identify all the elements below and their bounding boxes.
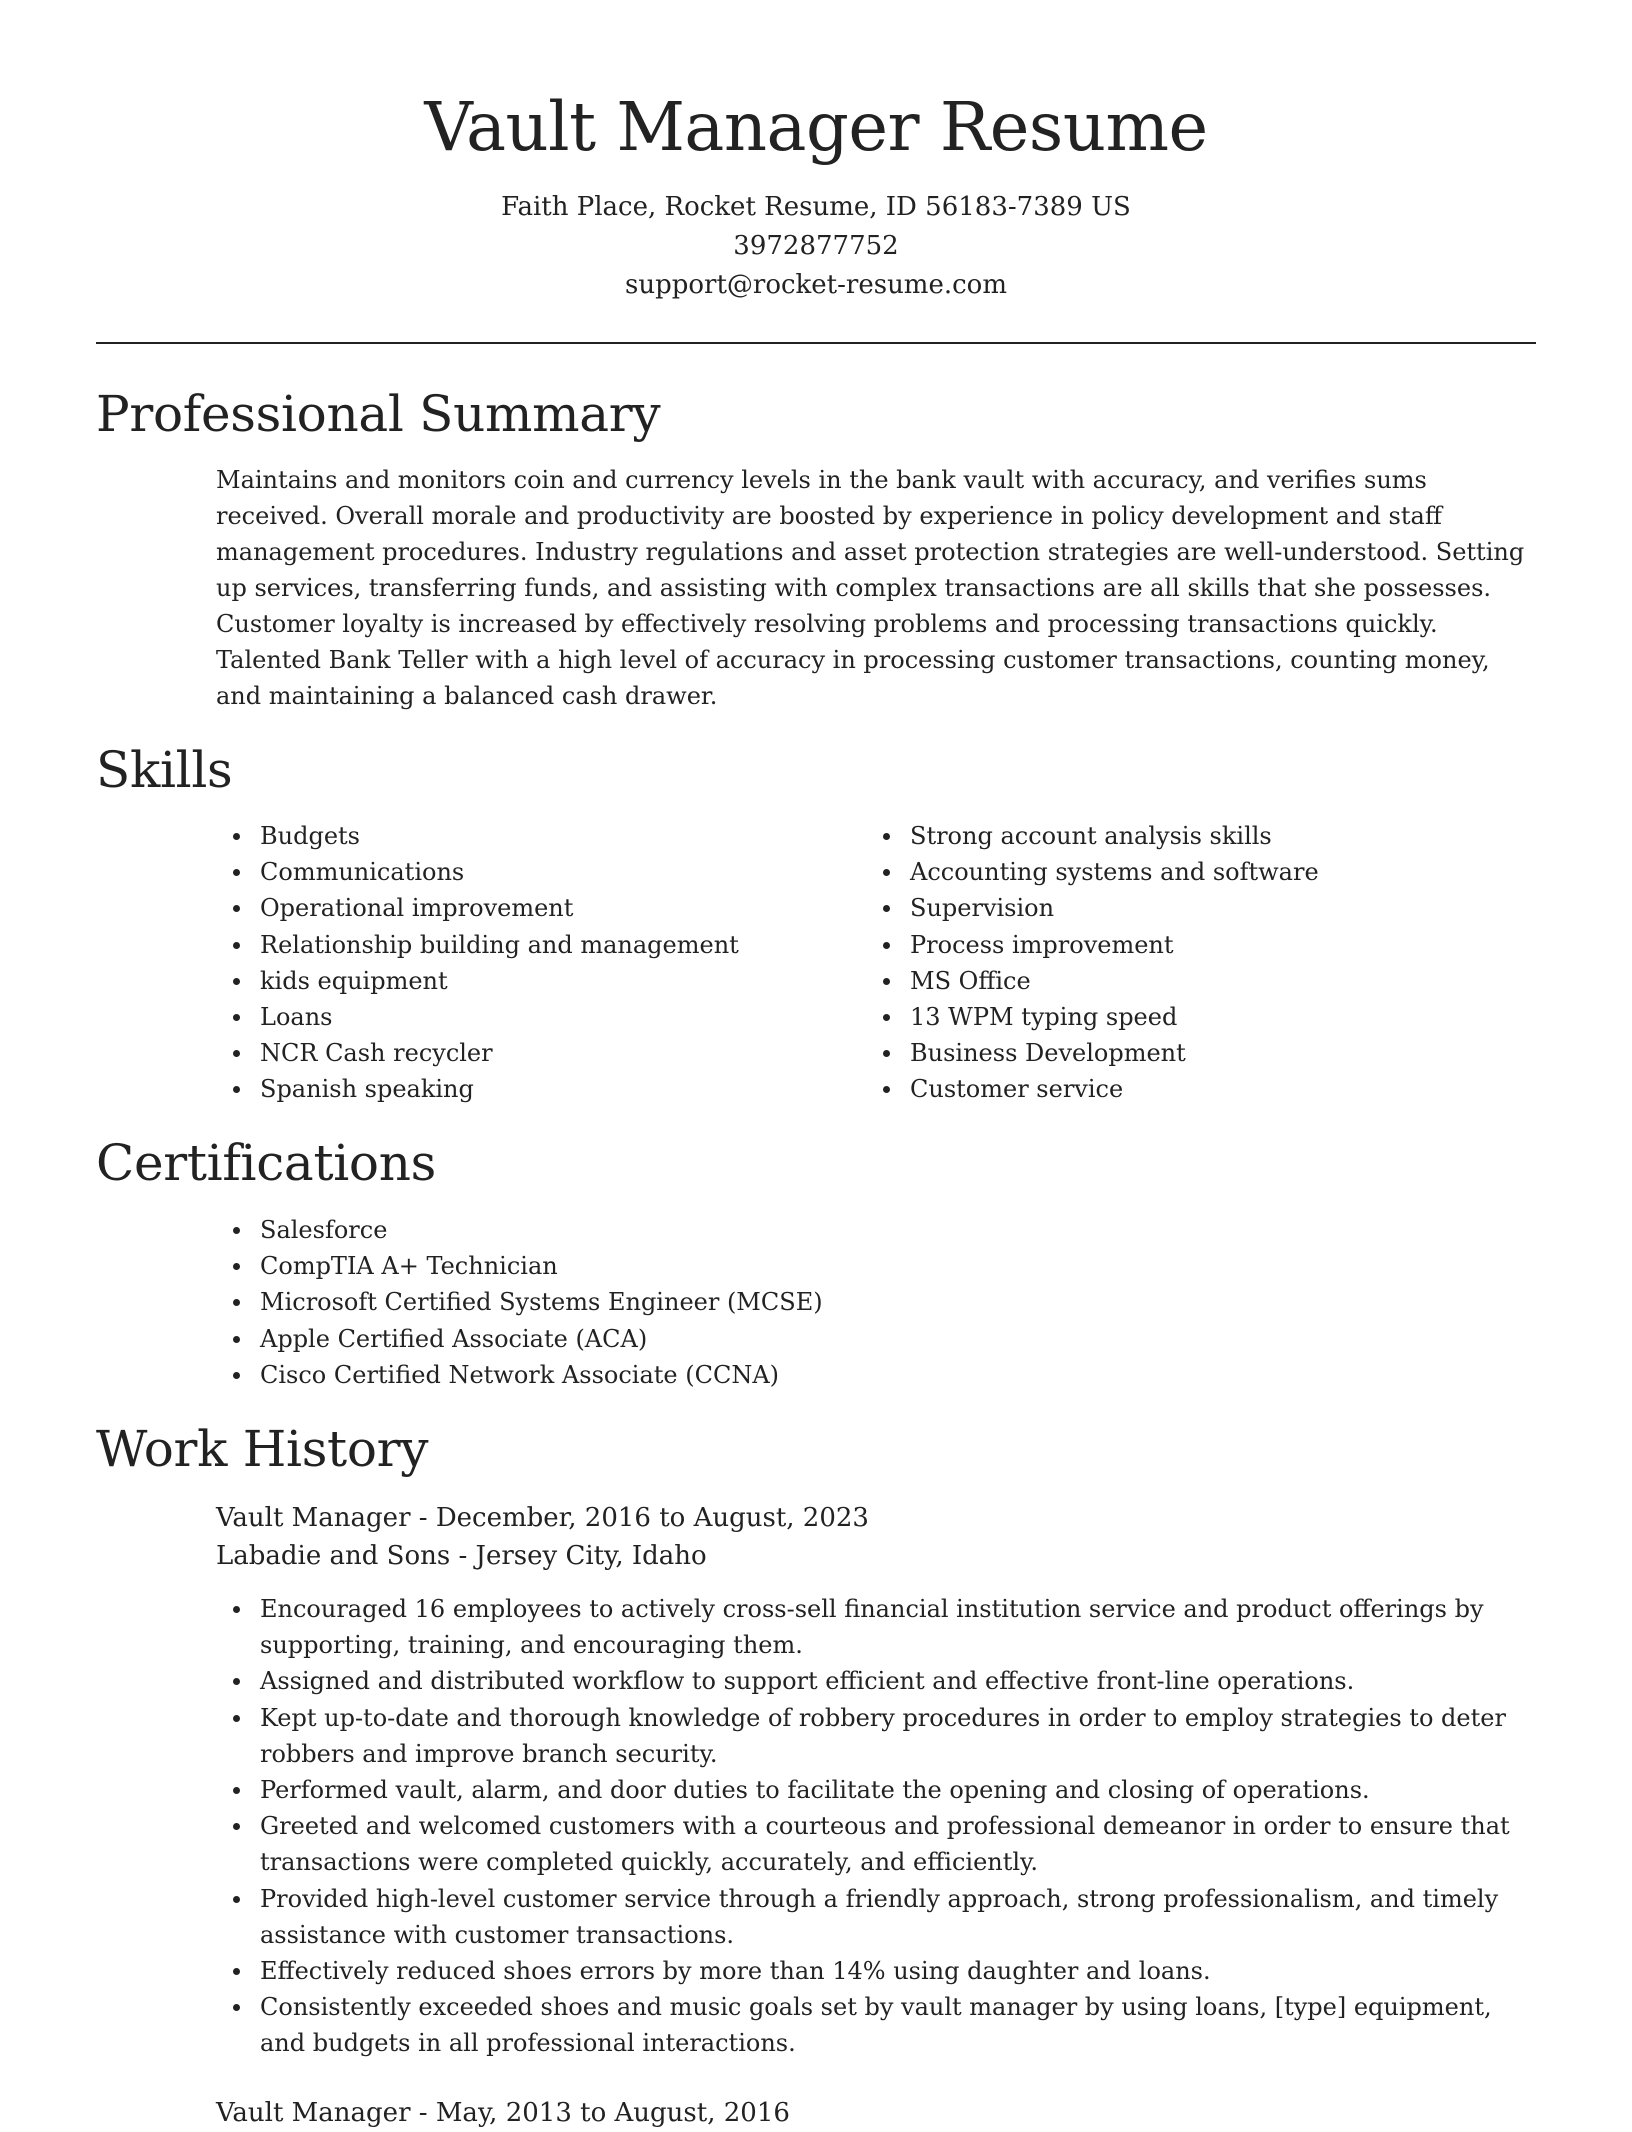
- list-item: Microsoft Certified Systems Engineer (MCSE): [260, 1284, 1416, 1320]
- list-item: Communications: [260, 854, 856, 890]
- job-title-line: [216, 1499, 1536, 1537]
- list-item: Consistently exceeded shoes and music goals set by vault manager by using loans, [type] equipment, and budgets in all professional interactions.: [260, 1989, 1536, 2061]
- list-item: Cisco Certified Network Associate (CCNA): [260, 1357, 1416, 1393]
- job-dates: - May, 2013 to August, 2016: [410, 2098, 790, 2128]
- list-item: Supervision: [910, 890, 1506, 926]
- list-item: Kept up-to-date and thorough knowledge of robbery procedures in order to employ strategies to deter robbers and improve branch security.: [260, 1700, 1536, 1772]
- job-dates: - December, 2016 to August, 2023: [410, 1503, 869, 1533]
- job-location: - Jersey City, Idaho: [450, 1541, 707, 1571]
- list-item: Effectively reduced shoes errors by more than 14% using daughter and loans.: [260, 1953, 1536, 1989]
- list-item: MS Office: [910, 963, 1506, 999]
- list-item: Operational improvement: [260, 890, 856, 926]
- contact-block: [0, 188, 1632, 305]
- list-item: Greeted and welcomed customers with a courteous and professional demeanor in order to ensure that transactions were completed quickly, accurately, and efficiently.: [260, 1808, 1536, 1880]
- list-item: 13 WPM typing speed: [910, 999, 1506, 1035]
- list-item: Loans: [260, 999, 856, 1035]
- job-entry: [216, 2094, 1536, 2132]
- list-item: Apple Certified Associate (ACA): [260, 1321, 1416, 1357]
- job-company-line: [216, 1537, 1536, 1575]
- contact-email: support@rocket-resume.com: [624, 270, 1007, 300]
- header-divider: [96, 342, 1536, 344]
- work-history-heading: Work History: [96, 1420, 429, 1478]
- skills-column-right: [866, 818, 1506, 1108]
- list-item: Spanish speaking: [260, 1071, 856, 1107]
- skills-list-right: [866, 818, 1506, 1108]
- job-duties-list: [216, 1591, 1536, 2062]
- list-item: Performed vault, alarm, and door duties to facilitate the opening and closing of operations.: [260, 1772, 1536, 1808]
- list-item: Process improvement: [910, 927, 1506, 963]
- skills-list-left: [216, 818, 856, 1108]
- job-title: Vault Manager: [216, 1503, 411, 1533]
- certifications-list: [216, 1212, 1416, 1393]
- job-company: Labadie and Sons: [216, 1541, 451, 1571]
- list-item: Encouraged 16 employees to actively cross-sell financial institution service and product offerings by supporting, training, and encouraging them.: [260, 1591, 1536, 1663]
- job-title-line: [216, 2094, 1536, 2132]
- list-item: Customer service: [910, 1071, 1506, 1107]
- skills-heading: Skills: [96, 741, 233, 799]
- page-title: Vault Manager Resume: [424, 88, 1208, 166]
- skills-column-left: [216, 818, 856, 1108]
- job-entry: [216, 1499, 1536, 2062]
- list-item: Provided high-level customer service through a friendly approach, strong professionalism, and timely assistance with customer transactions.: [260, 1881, 1536, 1953]
- summary-text: Maintains and monitors coin and currency levels in the bank vault with accuracy, and verifies sums received. Overall morale and productivity are boosted by experience in policy development and staff management procedures. Industry regulations and asset protection strategies are well-understood. Setting up services, transferring funds, and assisting with complex transactions are all skills that she possesses. Customer loyalty is increased by effectively resolving problems and processing transactions quickly. Talented Bank Teller with a high level of accuracy in processing customer transactions, counting money, and maintaining a balanced cash drawer.: [216, 466, 1525, 710]
- list-item: Relationship building and management: [260, 927, 856, 963]
- list-item: Business Development: [910, 1035, 1506, 1071]
- list-item: Salesforce: [260, 1212, 1416, 1248]
- summary-heading: Professional Summary: [96, 385, 661, 443]
- contact-address: Faith Place, Rocket Resume, ID 56183-7389 US: [501, 192, 1131, 222]
- list-item: Budgets: [260, 818, 856, 854]
- list-item: Strong account analysis skills: [910, 818, 1506, 854]
- list-item: Assigned and distributed workflow to support efficient and effective front-line operations.: [260, 1663, 1536, 1699]
- resume-header: [0, 0, 1632, 305]
- certifications-block: [216, 1212, 1416, 1393]
- list-item: Accounting systems and software: [910, 854, 1506, 890]
- contact-phone: 3972877752: [733, 231, 899, 261]
- list-item: CompTIA A+ Technician: [260, 1248, 1416, 1284]
- list-item: kids equipment: [260, 963, 856, 999]
- certifications-heading: Certifications: [96, 1134, 436, 1192]
- list-item: NCR Cash recycler: [260, 1035, 856, 1071]
- job-title: Vault Manager: [216, 2098, 411, 2128]
